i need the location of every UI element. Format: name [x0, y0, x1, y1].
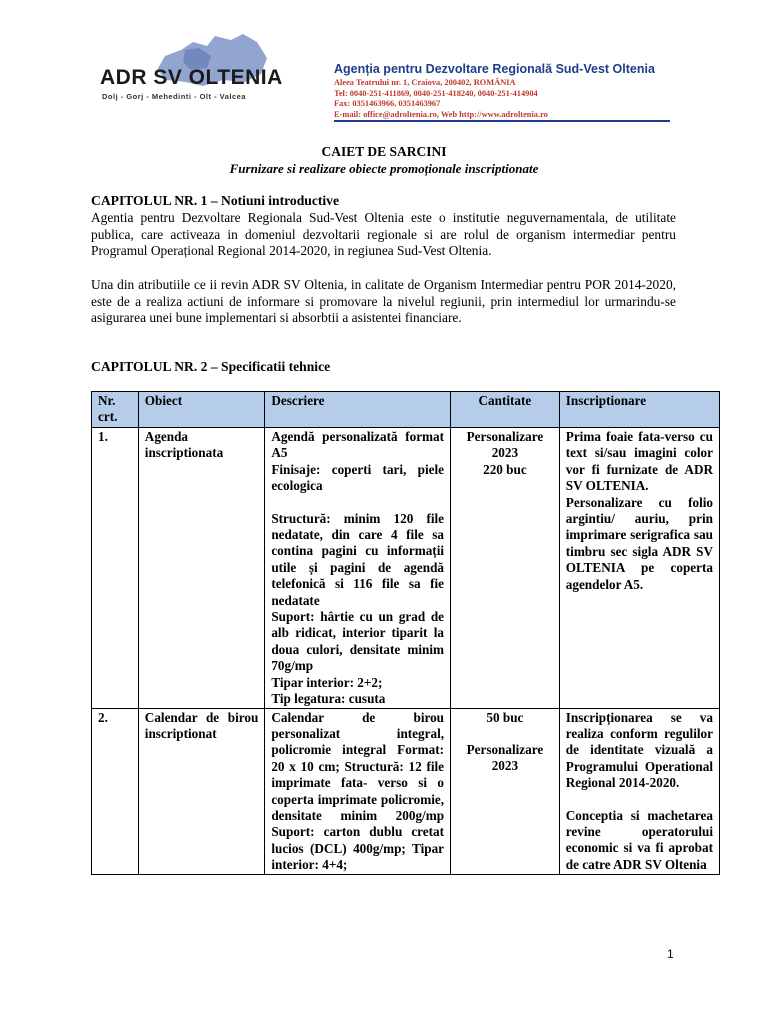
inscriptionare-text-1: Prima foaie fata-verso cu text si/sau imagini color vor fi furnizate de ADR SV OLTENIA. [565, 429, 713, 494]
org-tel: Tel: 0040-251-411869, 0040-251-418240, 0040-251-414904 [334, 88, 538, 98]
header-nr: Nr. crt. [92, 392, 139, 428]
adr-logo [95, 30, 325, 122]
descriere-suport: Suport: hârtie cu un grad de alb ridicat, interior tiparit la doua culori, densitate minim 70g/mp [271, 609, 445, 674]
header-cantitate: Cantitate [451, 392, 560, 428]
chapter2-heading: CAPITOLUL NR. 2 – Specificatii tehnice [91, 359, 331, 374]
org-name: Agenția pentru Dezvoltare Regională Sud-Vest Oltenia [334, 62, 655, 76]
document-title: CAIET DE SARCINI [321, 144, 447, 159]
row-nr: 2. [92, 708, 139, 874]
inscriptionare-text-1: Inscripționarea se va realiza conform regulilor de identitate vizuală a Programului Operational Regional 2014-2020. [565, 709, 713, 791]
cantitate-personalizare: Personalizare 2023 [466, 429, 544, 461]
org-email: E-mail: office@adroltenia.ro, Web http://www.adroltenia.ro [334, 109, 548, 119]
org-contact-block [334, 62, 670, 120]
table-row [92, 428, 720, 709]
descriere-finisaje: Finisaje: coperti tari, piele ecologica [271, 461, 445, 494]
cantitate-bucati: 50 buc [486, 709, 524, 725]
cantitate-bucati: 220 buc [483, 461, 527, 477]
header-obiect: Obiect [138, 392, 265, 428]
row-cantitate [451, 708, 560, 874]
descriere-structura: Structură: minim 120 file nedatate, din care 4 file sa contina pagini cu informații utile și pagini de agendă telefonică si 116 file sa fie nedatate [271, 510, 445, 608]
descriere-legatura: Tip legatura: cusuta [271, 691, 386, 707]
inscriptionare-text-2: Personalizare cu folio argintiu/ auriu, prin imprimare serigrafica sau timbru sec sigla ADR SV OLTENIA pe coperta agendelor A5. [565, 494, 713, 592]
cantitate-personalizare: Personalizare 2023 [466, 741, 544, 774]
inscriptionare-text-2: Conceptia si machetarea revine operatorului economic si va fi aprobat de catre ADR SV Oltenia [565, 807, 713, 872]
row-obiect: Calendar de birou inscriptionat [138, 708, 265, 874]
org-address: Aleea Teatrului nr. 1, Craiova, 200402, ROMÂNIA [334, 78, 516, 87]
row-cantitate [451, 428, 560, 709]
row-inscriptionare [559, 428, 719, 709]
table-header-row [92, 392, 720, 428]
header-inscriptionare: Inscriptionare [559, 392, 719, 428]
row-nr: 1. [92, 428, 139, 709]
row-descriere [265, 428, 451, 709]
org-fax: Fax: 0351463966, 0351463967 [334, 99, 441, 109]
row-obiect: Agenda inscriptionata [138, 428, 265, 709]
header-descriere: Descriere [265, 392, 451, 428]
row-descriere: Calendar de birou personalizat integral, policromie integral Format: 20 x 10 cm; Structură: 12 file imprimate fata- verso si o coperta imprimate policromie, densitate minim 200g/mp Suport: carton dublu cretat lucios (DCL) 400g/mp; Tipar interior: 4+4; [265, 708, 451, 874]
page-number: 1 [667, 947, 674, 961]
table-row [92, 708, 720, 874]
chapter1-paragraph-1: Agentia pentru Dezvoltare Regionala Sud-Vest Oltenia este o institutie neguvernamentala, de utilitate publica, care activeaza in domeniul dezvoltarii regionale si are rolul de organism intermediar pentru Programul Operațional Regional 2014-2020, in regiunea Sud-Vest Oltenia. [91, 210, 676, 259]
descriere-tipar: Tipar interior: 2+2; [271, 674, 383, 690]
header-divider [334, 120, 670, 122]
spec-table [91, 391, 720, 875]
row-inscriptionare [559, 708, 719, 874]
chapter1-heading: CAPITOLUL NR. 1 – Notiuni introductive [91, 193, 339, 208]
letterhead [90, 30, 670, 122]
logo-subtitle: Dolj - Gorj - Mehedinti - Olt - Valcea [102, 92, 247, 101]
descriere-format: Agendă personalizată format A5 [271, 429, 445, 461]
document-subtitle: Furnizare si realizare obiecte promoționale inscriptionate [229, 161, 539, 176]
chapter1-paragraph-2: Una din atributiile ce ii revin ADR SV Oltenia, in calitate de Organism Intermediar pentru POR 2014-2020, este de a realiza actiuni de informare si promovare la nivelul regiunii, prin intermediul lor urmarindu-se asigurarea unei bune implementari si absorbtii a asistentei financiare. [91, 277, 676, 326]
logo-text: ADR SV OLTENIA [100, 66, 283, 89]
